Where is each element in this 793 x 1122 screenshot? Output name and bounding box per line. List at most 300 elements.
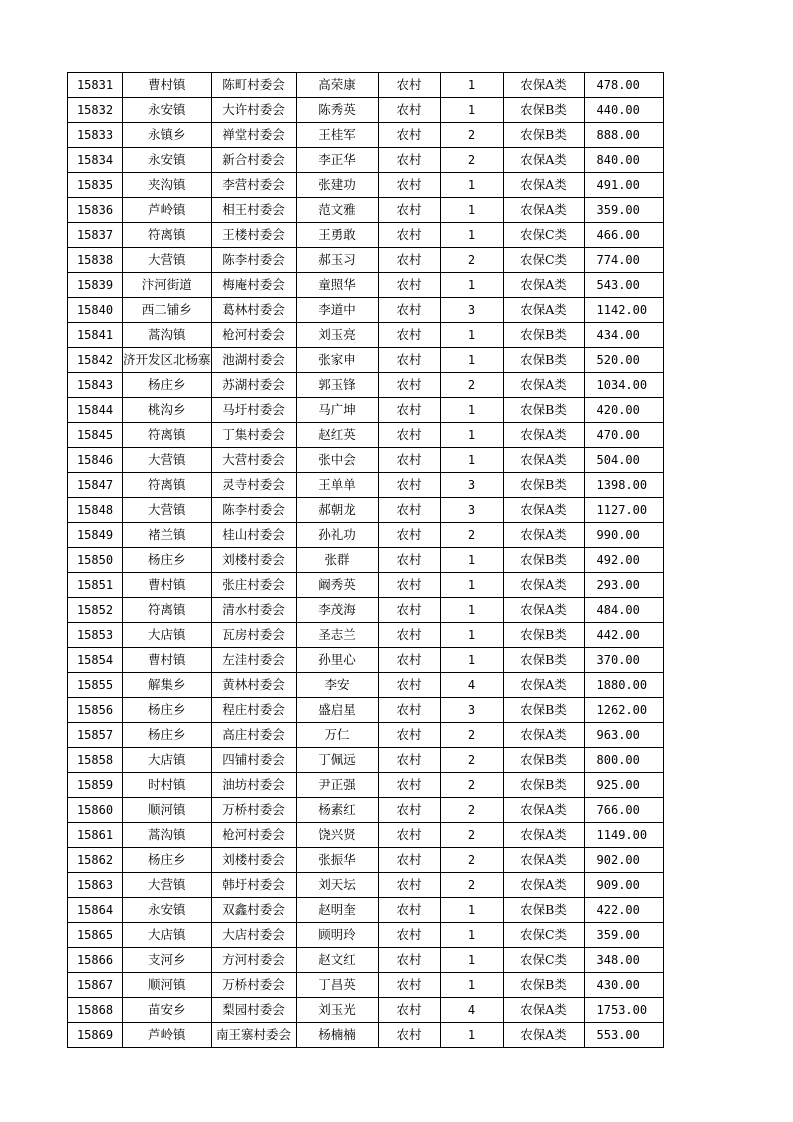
- amount-cell: 888.00: [584, 123, 663, 148]
- township-cell: 大店镇: [123, 923, 212, 948]
- person-name-cell: 阚秀英: [296, 573, 378, 598]
- household-count-cell: 2: [440, 748, 503, 773]
- area-type-cell: 农村: [378, 848, 440, 873]
- household-count-cell: 2: [440, 373, 503, 398]
- township-cell: 永安镇: [123, 148, 212, 173]
- amount-cell: 430.00: [584, 973, 663, 998]
- insurance-category-cell: 农保A类: [503, 498, 584, 523]
- amount-cell: 470.00: [584, 423, 663, 448]
- insurance-category-cell: 农保A类: [503, 823, 584, 848]
- person-name-cell: 陈秀英: [296, 98, 378, 123]
- household-count-cell: 2: [440, 798, 503, 823]
- township-cell: 符离镇: [123, 423, 212, 448]
- area-type-cell: 农村: [378, 723, 440, 748]
- area-type-cell: 农村: [378, 348, 440, 373]
- village-committee-cell: 张庄村委会: [211, 573, 296, 598]
- village-committee-cell: 灵寺村委会: [211, 473, 296, 498]
- person-name-cell: 马广坤: [296, 398, 378, 423]
- amount-cell: 1142.00: [584, 298, 663, 323]
- village-committee-cell: 大营村委会: [211, 448, 296, 473]
- household-count-cell: 2: [440, 823, 503, 848]
- data-table: [67, 72, 664, 1048]
- village-committee-cell: 马圩村委会: [211, 398, 296, 423]
- table-row: [68, 398, 664, 423]
- insurance-category-cell: 农保A类: [503, 998, 584, 1023]
- insurance-category-cell: 农保B类: [503, 623, 584, 648]
- person-name-cell: 李道中: [296, 298, 378, 323]
- household-count-cell: 1: [440, 898, 503, 923]
- township-cell: 芦岭镇: [123, 198, 212, 223]
- record-id-cell: 15838: [68, 248, 123, 273]
- amount-cell: 491.00: [584, 173, 663, 198]
- area-type-cell: 农村: [378, 948, 440, 973]
- village-committee-cell: 大店村委会: [211, 923, 296, 948]
- amount-cell: 963.00: [584, 723, 663, 748]
- township-cell: 支河乡: [123, 948, 212, 973]
- household-count-cell: 1: [440, 973, 503, 998]
- township-cell: 桃沟乡: [123, 398, 212, 423]
- insurance-category-cell: 农保A类: [503, 798, 584, 823]
- area-type-cell: 农村: [378, 648, 440, 673]
- area-type-cell: 农村: [378, 73, 440, 98]
- township-cell: 曹村镇: [123, 73, 212, 98]
- table-row: [68, 248, 664, 273]
- area-type-cell: 农村: [378, 323, 440, 348]
- village-committee-cell: 刘楼村委会: [211, 848, 296, 873]
- insurance-category-cell: 农保A类: [503, 373, 584, 398]
- record-id-cell: 15837: [68, 223, 123, 248]
- area-type-cell: 农村: [378, 623, 440, 648]
- household-count-cell: 2: [440, 523, 503, 548]
- township-cell: 永安镇: [123, 898, 212, 923]
- table-row: [68, 123, 664, 148]
- amount-cell: 434.00: [584, 323, 663, 348]
- person-name-cell: 饶兴贤: [296, 823, 378, 848]
- amount-cell: 840.00: [584, 148, 663, 173]
- record-id-cell: 15847: [68, 473, 123, 498]
- township-cell: 西二铺乡: [123, 298, 212, 323]
- table-row: [68, 773, 664, 798]
- table-row: [68, 698, 664, 723]
- township-cell: 大店镇: [123, 748, 212, 773]
- person-name-cell: 张家申: [296, 348, 378, 373]
- household-count-cell: 4: [440, 998, 503, 1023]
- table-row: [68, 523, 664, 548]
- amount-cell: 925.00: [584, 773, 663, 798]
- township-cell: 解集乡: [123, 673, 212, 698]
- table-row: [68, 898, 664, 923]
- amount-cell: 1753.00: [584, 998, 663, 1023]
- township-cell: 蒿沟镇: [123, 323, 212, 348]
- area-type-cell: 农村: [378, 223, 440, 248]
- person-name-cell: 高荣康: [296, 73, 378, 98]
- household-count-cell: 2: [440, 148, 503, 173]
- person-name-cell: 杨楠楠: [296, 1023, 378, 1048]
- insurance-category-cell: 农保B类: [503, 648, 584, 673]
- record-id-cell: 15831: [68, 73, 123, 98]
- amount-cell: 492.00: [584, 548, 663, 573]
- village-committee-cell: 大许村委会: [211, 98, 296, 123]
- area-type-cell: 农村: [378, 923, 440, 948]
- record-id-cell: 15858: [68, 748, 123, 773]
- household-count-cell: 3: [440, 298, 503, 323]
- insurance-category-cell: 农保B类: [503, 698, 584, 723]
- amount-cell: 990.00: [584, 523, 663, 548]
- area-type-cell: 农村: [378, 523, 440, 548]
- record-id-cell: 15851: [68, 573, 123, 598]
- village-committee-cell: 王楼村委会: [211, 223, 296, 248]
- insurance-category-cell: 农保C类: [503, 923, 584, 948]
- record-id-cell: 15842: [68, 348, 123, 373]
- insurance-category-cell: 农保A类: [503, 198, 584, 223]
- area-type-cell: 农村: [378, 148, 440, 173]
- insurance-category-cell: 农保A类: [503, 673, 584, 698]
- household-count-cell: 1: [440, 398, 503, 423]
- amount-cell: 420.00: [584, 398, 663, 423]
- household-count-cell: 1: [440, 573, 503, 598]
- person-name-cell: 赵红英: [296, 423, 378, 448]
- area-type-cell: 农村: [378, 748, 440, 773]
- person-name-cell: 郝玉习: [296, 248, 378, 273]
- person-name-cell: 圣志兰: [296, 623, 378, 648]
- table-row: [68, 798, 664, 823]
- township-cell: 大营镇: [123, 498, 212, 523]
- township-cell: 符离镇: [123, 473, 212, 498]
- table-row: [68, 873, 664, 898]
- insurance-category-cell: 农保B类: [503, 748, 584, 773]
- area-type-cell: 农村: [378, 898, 440, 923]
- township-cell: 顺河镇: [123, 798, 212, 823]
- record-id-cell: 15865: [68, 923, 123, 948]
- record-id-cell: 15863: [68, 873, 123, 898]
- insurance-category-cell: 农保A类: [503, 173, 584, 198]
- amount-cell: 520.00: [584, 348, 663, 373]
- table-row: [68, 748, 664, 773]
- insurance-category-cell: 农保A类: [503, 423, 584, 448]
- insurance-category-cell: 农保C类: [503, 248, 584, 273]
- township-cell: 大营镇: [123, 248, 212, 273]
- person-name-cell: 刘玉亮: [296, 323, 378, 348]
- table-row: [68, 548, 664, 573]
- person-name-cell: 刘玉光: [296, 998, 378, 1023]
- person-name-cell: 赵文红: [296, 948, 378, 973]
- amount-cell: 422.00: [584, 898, 663, 923]
- record-id-cell: 15853: [68, 623, 123, 648]
- table-row: [68, 73, 664, 98]
- table-row: [68, 98, 664, 123]
- amount-cell: 370.00: [584, 648, 663, 673]
- village-committee-cell: 程庄村委会: [211, 698, 296, 723]
- record-id-cell: 15864: [68, 898, 123, 923]
- person-name-cell: 王单单: [296, 473, 378, 498]
- amount-cell: 466.00: [584, 223, 663, 248]
- insurance-category-cell: 农保B类: [503, 398, 584, 423]
- household-count-cell: 1: [440, 1023, 503, 1048]
- insurance-category-cell: 农保A类: [503, 598, 584, 623]
- household-count-cell: 1: [440, 348, 503, 373]
- area-type-cell: 农村: [378, 98, 440, 123]
- area-type-cell: 农村: [378, 1023, 440, 1048]
- insurance-category-cell: 农保B类: [503, 473, 584, 498]
- village-committee-cell: 刘楼村委会: [211, 548, 296, 573]
- township-cell: 夹沟镇: [123, 173, 212, 198]
- insurance-category-cell: 农保B类: [503, 973, 584, 998]
- township-cell: 褚兰镇: [123, 523, 212, 548]
- area-type-cell: 农村: [378, 998, 440, 1023]
- village-committee-cell: 南王寨村委会: [211, 1023, 296, 1048]
- record-id-cell: 15839: [68, 273, 123, 298]
- amount-cell: 440.00: [584, 98, 663, 123]
- township-cell: 杨庄乡: [123, 698, 212, 723]
- household-count-cell: 1: [440, 548, 503, 573]
- household-count-cell: 1: [440, 198, 503, 223]
- township-cell: 大营镇: [123, 873, 212, 898]
- amount-cell: 348.00: [584, 948, 663, 973]
- amount-cell: 1149.00: [584, 823, 663, 848]
- table-row: [68, 623, 664, 648]
- table-row: [68, 973, 664, 998]
- table-row: [68, 473, 664, 498]
- insurance-category-cell: 农保A类: [503, 873, 584, 898]
- record-id-cell: 15859: [68, 773, 123, 798]
- township-cell: 曹村镇: [123, 648, 212, 673]
- person-name-cell: 李茂海: [296, 598, 378, 623]
- amount-cell: 504.00: [584, 448, 663, 473]
- record-id-cell: 15869: [68, 1023, 123, 1048]
- amount-cell: 553.00: [584, 1023, 663, 1048]
- record-id-cell: 15852: [68, 598, 123, 623]
- person-name-cell: 赵明奎: [296, 898, 378, 923]
- township-cell: 永镇乡: [123, 123, 212, 148]
- amount-cell: 1398.00: [584, 473, 663, 498]
- area-type-cell: 农村: [378, 123, 440, 148]
- household-count-cell: 2: [440, 123, 503, 148]
- insurance-category-cell: 农保A类: [503, 723, 584, 748]
- household-count-cell: 1: [440, 648, 503, 673]
- village-committee-cell: 梅庵村委会: [211, 273, 296, 298]
- amount-cell: 1262.00: [584, 698, 663, 723]
- household-count-cell: 3: [440, 698, 503, 723]
- village-committee-cell: 李营村委会: [211, 173, 296, 198]
- household-count-cell: 1: [440, 98, 503, 123]
- household-count-cell: 1: [440, 173, 503, 198]
- area-type-cell: 农村: [378, 873, 440, 898]
- village-committee-cell: 双鑫村委会: [211, 898, 296, 923]
- person-name-cell: 孙礼功: [296, 523, 378, 548]
- table-row: [68, 598, 664, 623]
- record-id-cell: 15843: [68, 373, 123, 398]
- amount-cell: 800.00: [584, 748, 663, 773]
- table-row: [68, 423, 664, 448]
- insurance-category-cell: 农保A类: [503, 273, 584, 298]
- household-count-cell: 1: [440, 73, 503, 98]
- village-committee-cell: 瓦房村委会: [211, 623, 296, 648]
- record-id-cell: 15846: [68, 448, 123, 473]
- household-count-cell: 1: [440, 448, 503, 473]
- township-cell: 曹村镇: [123, 573, 212, 598]
- area-type-cell: 农村: [378, 498, 440, 523]
- insurance-category-cell: 农保A类: [503, 148, 584, 173]
- amount-cell: 774.00: [584, 248, 663, 273]
- person-name-cell: 刘天坛: [296, 873, 378, 898]
- insurance-category-cell: 农保B类: [503, 98, 584, 123]
- table-row: [68, 223, 664, 248]
- record-id-cell: 15857: [68, 723, 123, 748]
- township-cell: 符离镇: [123, 223, 212, 248]
- village-committee-cell: 葛林村委会: [211, 298, 296, 323]
- household-count-cell: 1: [440, 948, 503, 973]
- household-count-cell: 1: [440, 623, 503, 648]
- insurance-category-cell: 农保B类: [503, 348, 584, 373]
- area-type-cell: 农村: [378, 823, 440, 848]
- person-name-cell: 郝朝龙: [296, 498, 378, 523]
- village-committee-cell: 相王村委会: [211, 198, 296, 223]
- record-id-cell: 15836: [68, 198, 123, 223]
- amount-cell: 442.00: [584, 623, 663, 648]
- area-type-cell: 农村: [378, 548, 440, 573]
- township-cell: 时村镇: [123, 773, 212, 798]
- amount-cell: 359.00: [584, 923, 663, 948]
- record-id-cell: 15835: [68, 173, 123, 198]
- area-type-cell: 农村: [378, 973, 440, 998]
- table-row: [68, 673, 664, 698]
- person-name-cell: 杨素红: [296, 798, 378, 823]
- area-type-cell: 农村: [378, 448, 440, 473]
- table-row: [68, 323, 664, 348]
- record-id-cell: 15844: [68, 398, 123, 423]
- amount-cell: 359.00: [584, 198, 663, 223]
- person-name-cell: 王勇敢: [296, 223, 378, 248]
- insurance-category-cell: 农保A类: [503, 573, 584, 598]
- township-cell: 杨庄乡: [123, 373, 212, 398]
- record-id-cell: 15848: [68, 498, 123, 523]
- amount-cell: 902.00: [584, 848, 663, 873]
- household-count-cell: 2: [440, 848, 503, 873]
- person-name-cell: 李安: [296, 673, 378, 698]
- township-cell: 蒿沟镇: [123, 823, 212, 848]
- person-name-cell: 李正华: [296, 148, 378, 173]
- record-id-cell: 15866: [68, 948, 123, 973]
- area-type-cell: 农村: [378, 173, 440, 198]
- person-name-cell: 范文雅: [296, 198, 378, 223]
- village-committee-cell: 陈李村委会: [211, 248, 296, 273]
- record-id-cell: 15833: [68, 123, 123, 148]
- area-type-cell: 农村: [378, 673, 440, 698]
- insurance-category-cell: 农保A类: [503, 73, 584, 98]
- insurance-category-cell: 农保B类: [503, 773, 584, 798]
- village-committee-cell: 桂山村委会: [211, 523, 296, 548]
- table-row: [68, 298, 664, 323]
- area-type-cell: 农村: [378, 773, 440, 798]
- township-cell: 符离镇: [123, 598, 212, 623]
- amount-cell: 543.00: [584, 273, 663, 298]
- record-id-cell: 15850: [68, 548, 123, 573]
- household-count-cell: 1: [440, 423, 503, 448]
- insurance-category-cell: 农保B类: [503, 323, 584, 348]
- amount-cell: 1880.00: [584, 673, 663, 698]
- household-count-cell: 1: [440, 273, 503, 298]
- record-id-cell: 15860: [68, 798, 123, 823]
- area-type-cell: 农村: [378, 273, 440, 298]
- record-id-cell: 15840: [68, 298, 123, 323]
- village-committee-cell: 万桥村委会: [211, 973, 296, 998]
- amount-cell: 1127.00: [584, 498, 663, 523]
- person-name-cell: 丁佩远: [296, 748, 378, 773]
- record-id-cell: 15868: [68, 998, 123, 1023]
- township-cell: 苗安乡: [123, 998, 212, 1023]
- record-id-cell: 15856: [68, 698, 123, 723]
- insurance-category-cell: 农保C类: [503, 223, 584, 248]
- village-committee-cell: 高庄村委会: [211, 723, 296, 748]
- village-committee-cell: 陈李村委会: [211, 498, 296, 523]
- village-committee-cell: 丁集村委会: [211, 423, 296, 448]
- table-row: [68, 448, 664, 473]
- amount-cell: 478.00: [584, 73, 663, 98]
- table-row: [68, 498, 664, 523]
- insurance-category-cell: 农保B类: [503, 898, 584, 923]
- area-type-cell: 农村: [378, 398, 440, 423]
- village-committee-cell: 万桥村委会: [211, 798, 296, 823]
- area-type-cell: 农村: [378, 248, 440, 273]
- table-row: [68, 823, 664, 848]
- area-type-cell: 农村: [378, 473, 440, 498]
- household-count-cell: 4: [440, 673, 503, 698]
- area-type-cell: 农村: [378, 598, 440, 623]
- table-row: [68, 148, 664, 173]
- village-committee-cell: 梨园村委会: [211, 998, 296, 1023]
- township-cell: 杨庄乡: [123, 548, 212, 573]
- village-committee-cell: 左洼村委会: [211, 648, 296, 673]
- amount-cell: 1034.00: [584, 373, 663, 398]
- table-row: [68, 173, 664, 198]
- table-row: [68, 373, 664, 398]
- village-committee-cell: 枪河村委会: [211, 323, 296, 348]
- table-row: [68, 648, 664, 673]
- household-count-cell: 2: [440, 248, 503, 273]
- village-committee-cell: 新合村委会: [211, 148, 296, 173]
- area-type-cell: 农村: [378, 198, 440, 223]
- amount-cell: 293.00: [584, 573, 663, 598]
- area-type-cell: 农村: [378, 373, 440, 398]
- household-count-cell: 1: [440, 598, 503, 623]
- person-name-cell: 丁昌英: [296, 973, 378, 998]
- insurance-category-cell: 农保C类: [503, 948, 584, 973]
- household-count-cell: 1: [440, 223, 503, 248]
- township-cell: 汴河街道: [123, 273, 212, 298]
- table-row: [68, 998, 664, 1023]
- area-type-cell: 农村: [378, 573, 440, 598]
- household-count-cell: 2: [440, 723, 503, 748]
- person-name-cell: 尹正强: [296, 773, 378, 798]
- table-row: [68, 198, 664, 223]
- table-row: [68, 923, 664, 948]
- insurance-category-cell: 农保A类: [503, 523, 584, 548]
- township-cell: 杨庄乡: [123, 723, 212, 748]
- person-name-cell: 张建功: [296, 173, 378, 198]
- person-name-cell: 万仁: [296, 723, 378, 748]
- table-row: [68, 948, 664, 973]
- person-name-cell: 王桂军: [296, 123, 378, 148]
- table-row: [68, 723, 664, 748]
- table-row: [68, 848, 664, 873]
- area-type-cell: 农村: [378, 698, 440, 723]
- table-row: [68, 273, 664, 298]
- record-id-cell: 15867: [68, 973, 123, 998]
- township-cell: 顺河镇: [123, 973, 212, 998]
- household-count-cell: 3: [440, 473, 503, 498]
- insurance-category-cell: 农保B类: [503, 123, 584, 148]
- person-name-cell: 盛启星: [296, 698, 378, 723]
